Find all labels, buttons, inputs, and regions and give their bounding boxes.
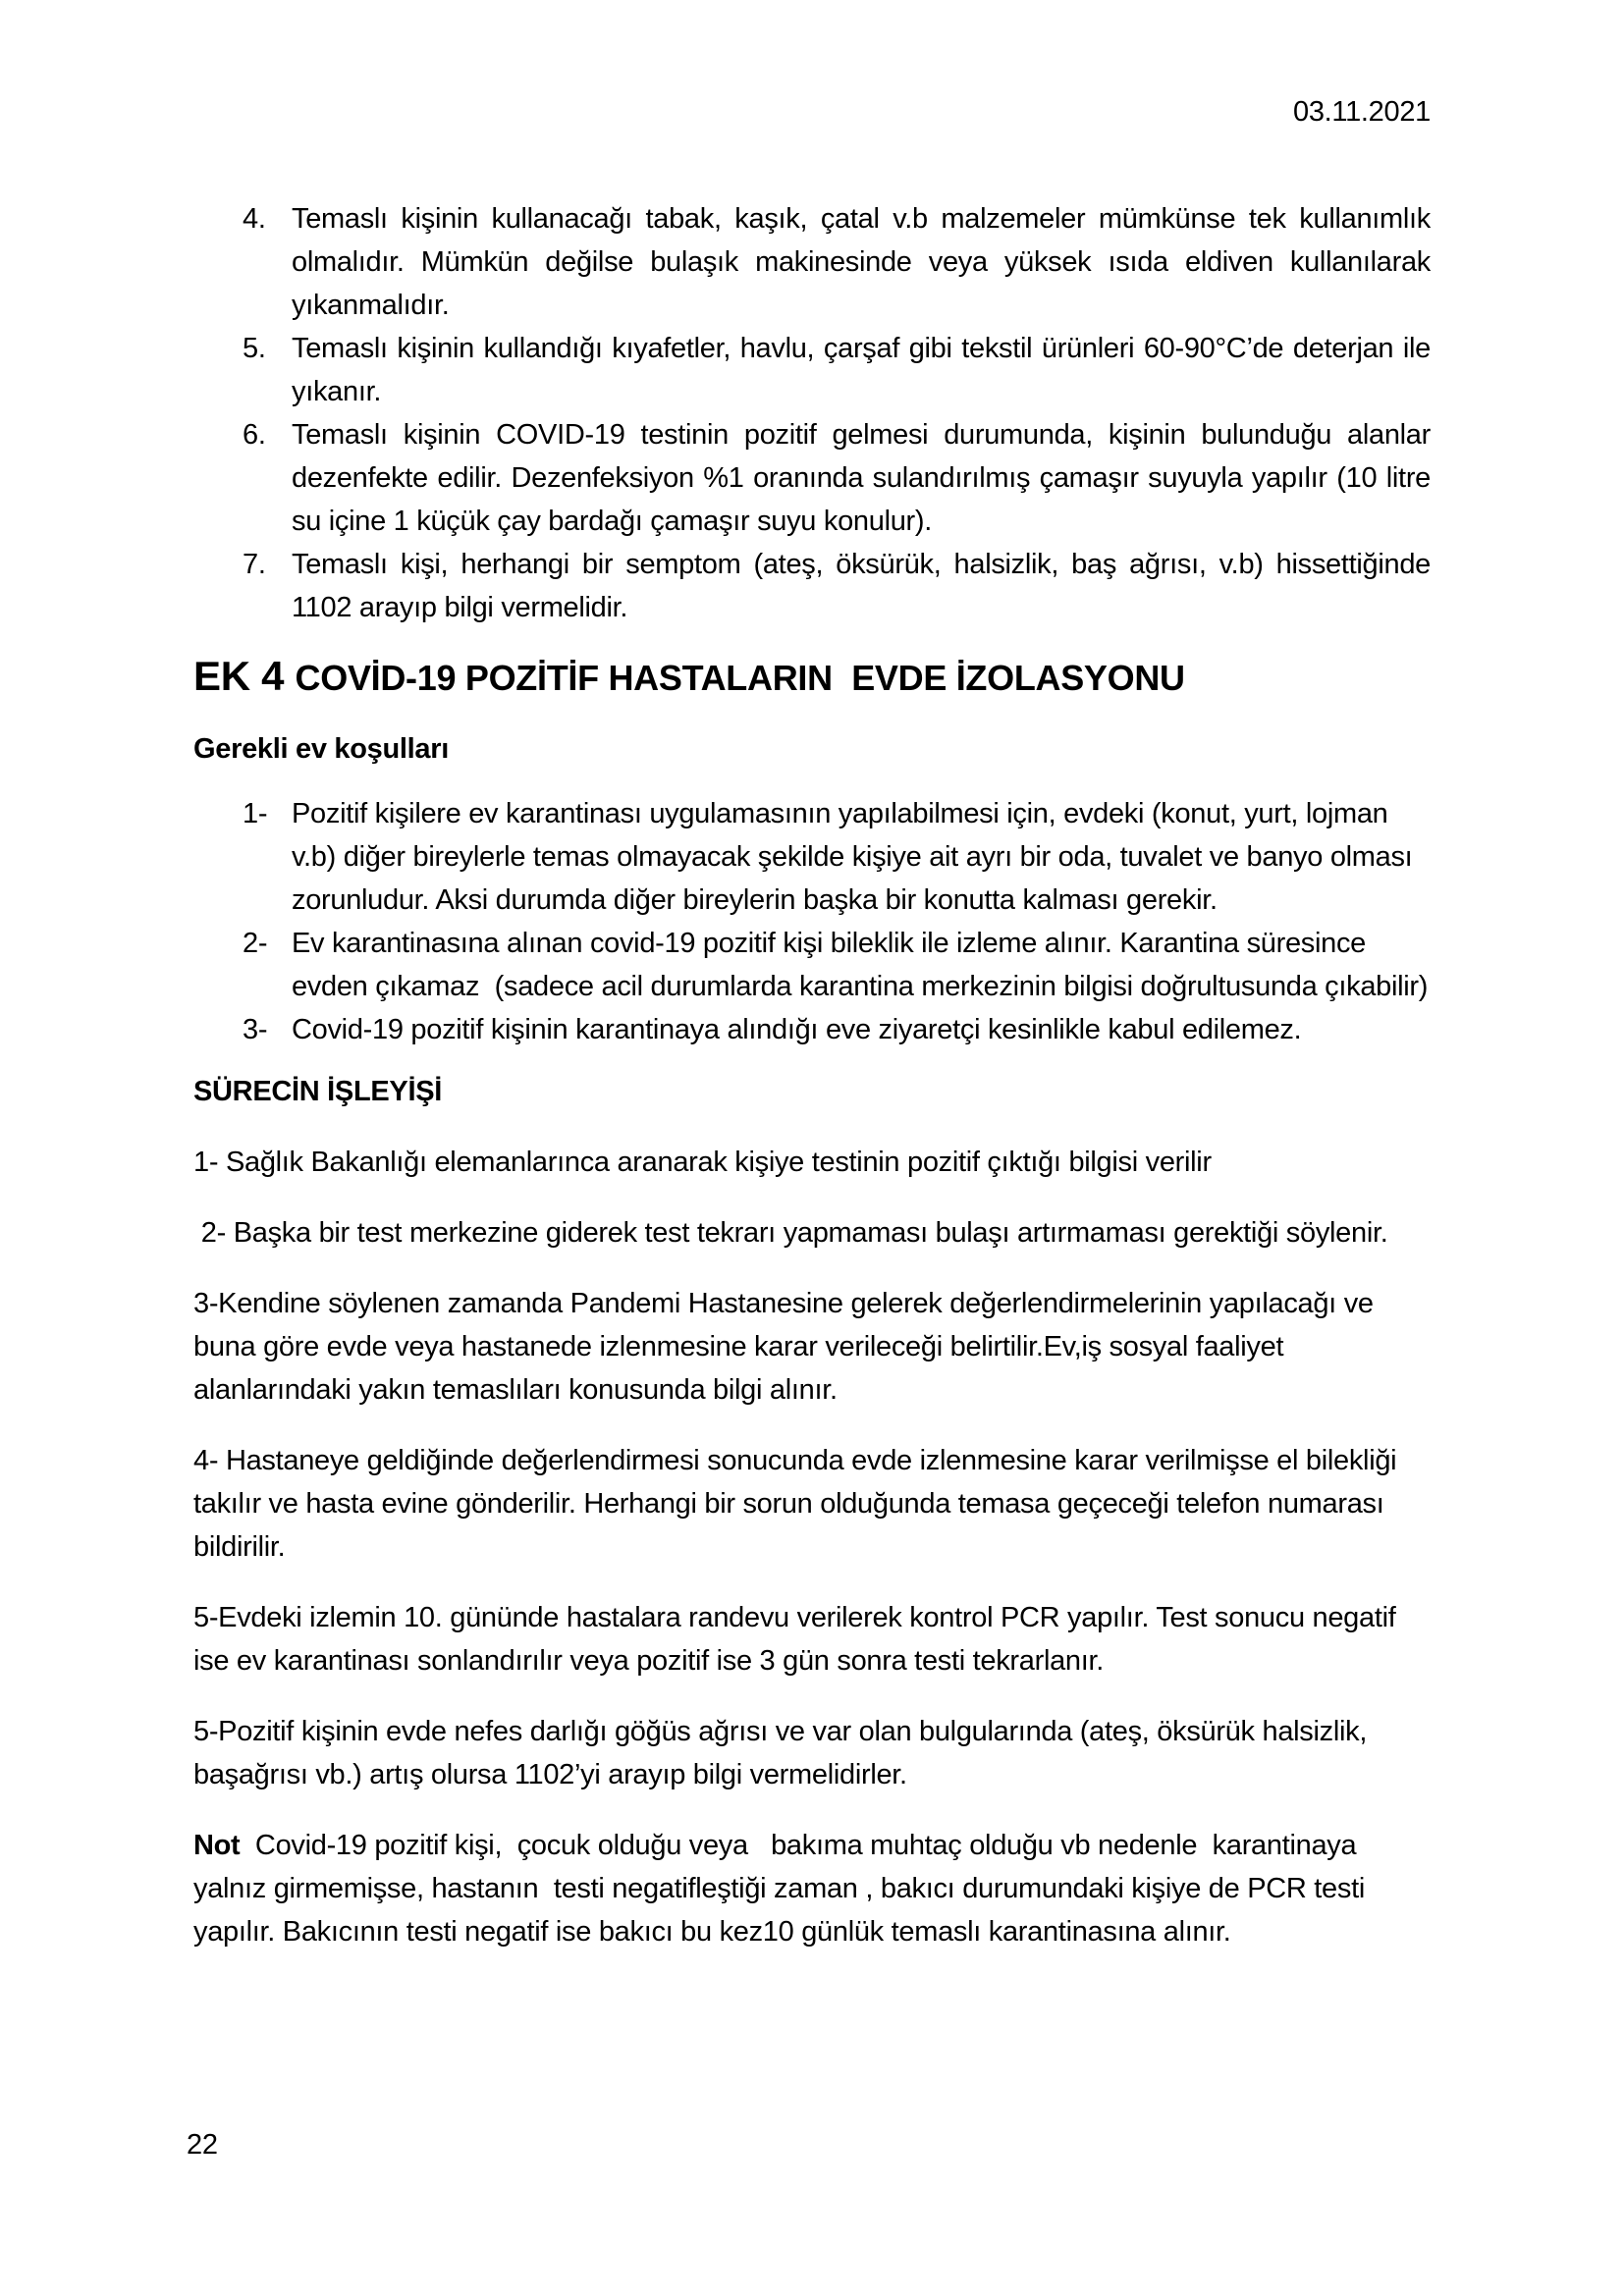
list-item-marker: 3- xyxy=(243,1014,268,1045)
list-item-marker: 6. xyxy=(243,419,266,451)
section-title-rest: COVİD-19 POZİTİF HASTALARIN EVDE İZOLASYONU xyxy=(295,658,1185,698)
contact-measures-list xyxy=(193,197,1438,629)
document-date: 03.11.2021 xyxy=(1293,96,1431,128)
list-item-marker: 4. xyxy=(243,203,266,235)
subsection-title: Gerekli ev koşulları xyxy=(193,733,449,765)
list-item-text: Temaslı kişinin kullandığı kıyafetler, havlu, çarşaf gibi tekstil ürünleri 60-90°C’de deterjan ile yıkanır. xyxy=(292,333,1438,407)
note-paragraph xyxy=(193,1824,1431,1953)
list-item-marker: 1- xyxy=(243,798,268,829)
list-item-text: Temaslı kişinin kullanacağı tabak, kaşık, çatal v.b malzemeler mümkünse tek kullanımlık olmalıdır. Mümkün değilse bulaşık makinesinde veya yüksek ısıda eldiven kullanılarak yıkanmalıdır. xyxy=(292,203,1438,321)
list-item xyxy=(193,197,1438,327)
process-paragraph: 1- Sağlık Bakanlığı elemanlarınca aranarak kişiye testinin pozitif çıktığı bilgisi verilir xyxy=(193,1147,1212,1178)
list-item-marker: 2- xyxy=(243,928,268,959)
list-item-text: Temaslı kişi, herhangi bir semptom (ateş, öksürük, halsizlik, baş ağrısı, v.b) hissettiğinde 1102 arayıp bilgi vermelidir. xyxy=(292,549,1438,623)
list-item-text: Pozitif kişilere ev karantinası uygulamasının yapılabilmesi için, evdeki (konut, yurt, lojman v.b) diğer bireylerle temas olmayacak şekilde kişiye ait ayrı bir oda, tuvalet ve banyo olması zorunludur. Aksi durumda diğer bireylerin başka bir konutta kalması gerekir. xyxy=(292,798,1421,916)
list-item-text: Ev karantinasına alınan covid-19 pozitif kişi bileklik ile izleme alınır. Karantina süresince evden çıkamaz (sadece acil durumlarda karantina merkezinin bilgisi doğrultusunda çıkabilir) xyxy=(292,928,1429,1002)
list-item xyxy=(193,543,1438,629)
note-text: Covid-19 pozitif kişi, çocuk olduğu veya bakıma muhtaç olduğu vb nedenle karantinaya yalnız girmemişse, hastanın testi negatifleştiği zaman , bakıcı durumundaki kişiye de PCR testi yapılır. Bakıcının testi negatif ise bakıcı bu kez10 günlük temaslı karantinasına alınır. xyxy=(193,1830,1373,1948)
list-item xyxy=(193,792,1431,922)
process-paragraph: 5-Evdeki izlemin 10. gününde hastalara randevu verilerek kontrol PCR yapılır. Test sonucu negatif ise ev karantinası sonlandırılır veya pozitif ise 3 gün sonra testi tekrarlanır. xyxy=(193,1602,1404,1677)
process-paragraph: 5-Pozitif kişinin evde nefes darlığı göğüs ağrısı ve var olan bulgularında (ateş, öksürük halsizlik, başağrısı vb.) artış olursa 1102’yi arayıp bilgi vermelidirler. xyxy=(193,1716,1375,1790)
document-body xyxy=(193,197,1438,1981)
section-title-prefix: EK 4 xyxy=(193,653,296,699)
page-number: 22 xyxy=(187,2129,218,2161)
process-paragraph: 2- Başka bir test merkezine giderek test tekrarı yapmaması bulaşı artırmaması gerektiği söylenir. xyxy=(193,1217,1388,1249)
home-requirements-list xyxy=(193,792,1431,1051)
list-item xyxy=(193,922,1431,1008)
list-item xyxy=(193,413,1438,543)
list-item-marker: 7. xyxy=(243,549,266,580)
note-label: Not xyxy=(193,1830,241,1861)
list-item-marker: 5. xyxy=(243,333,266,364)
list-item xyxy=(193,327,1438,413)
list-item-text: Covid-19 pozitif kişinin karantinaya alındığı eve ziyaretçi kesinlikle kabul edilemez. xyxy=(292,1014,1302,1045)
process-title: SÜRECİN İŞLEYİŞİ xyxy=(193,1076,443,1107)
process-paragraph: 4- Hastaneye geldiğinde değerlendirmesi sonucunda evde izlenmesine karar verilmişse el bilekliği takılır ve hasta evine gönderilir. Herhangi bir sorun olduğunda temasa geçeceği telefon numarası bildirilir. xyxy=(193,1445,1405,1563)
section-title xyxy=(193,649,1431,706)
list-item-text: Temaslı kişinin COVID-19 testinin pozitif gelmesi durumunda, kişinin bulunduğu alanlar dezenfekte edilir. Dezenfeksiyon %1 oranında sulandırılmış çamaşır suyuyla yapılır (10 litre su içine 1 küçük çay bardağı çamaşır suyu konulur). xyxy=(292,419,1438,537)
process-paragraph: 3-Kendine söylenen zamanda Pandemi Hastanesine gelerek değerlendirmelerinin yapılacağı ve buna göre evde veya hastanede izlenmesine karar verileceği belirtilir.Ev,iş sosyal faaliyet alanlarındaki yakın temaslıları konusunda bilgi alınır. xyxy=(193,1288,1381,1406)
list-item xyxy=(193,1008,1431,1051)
